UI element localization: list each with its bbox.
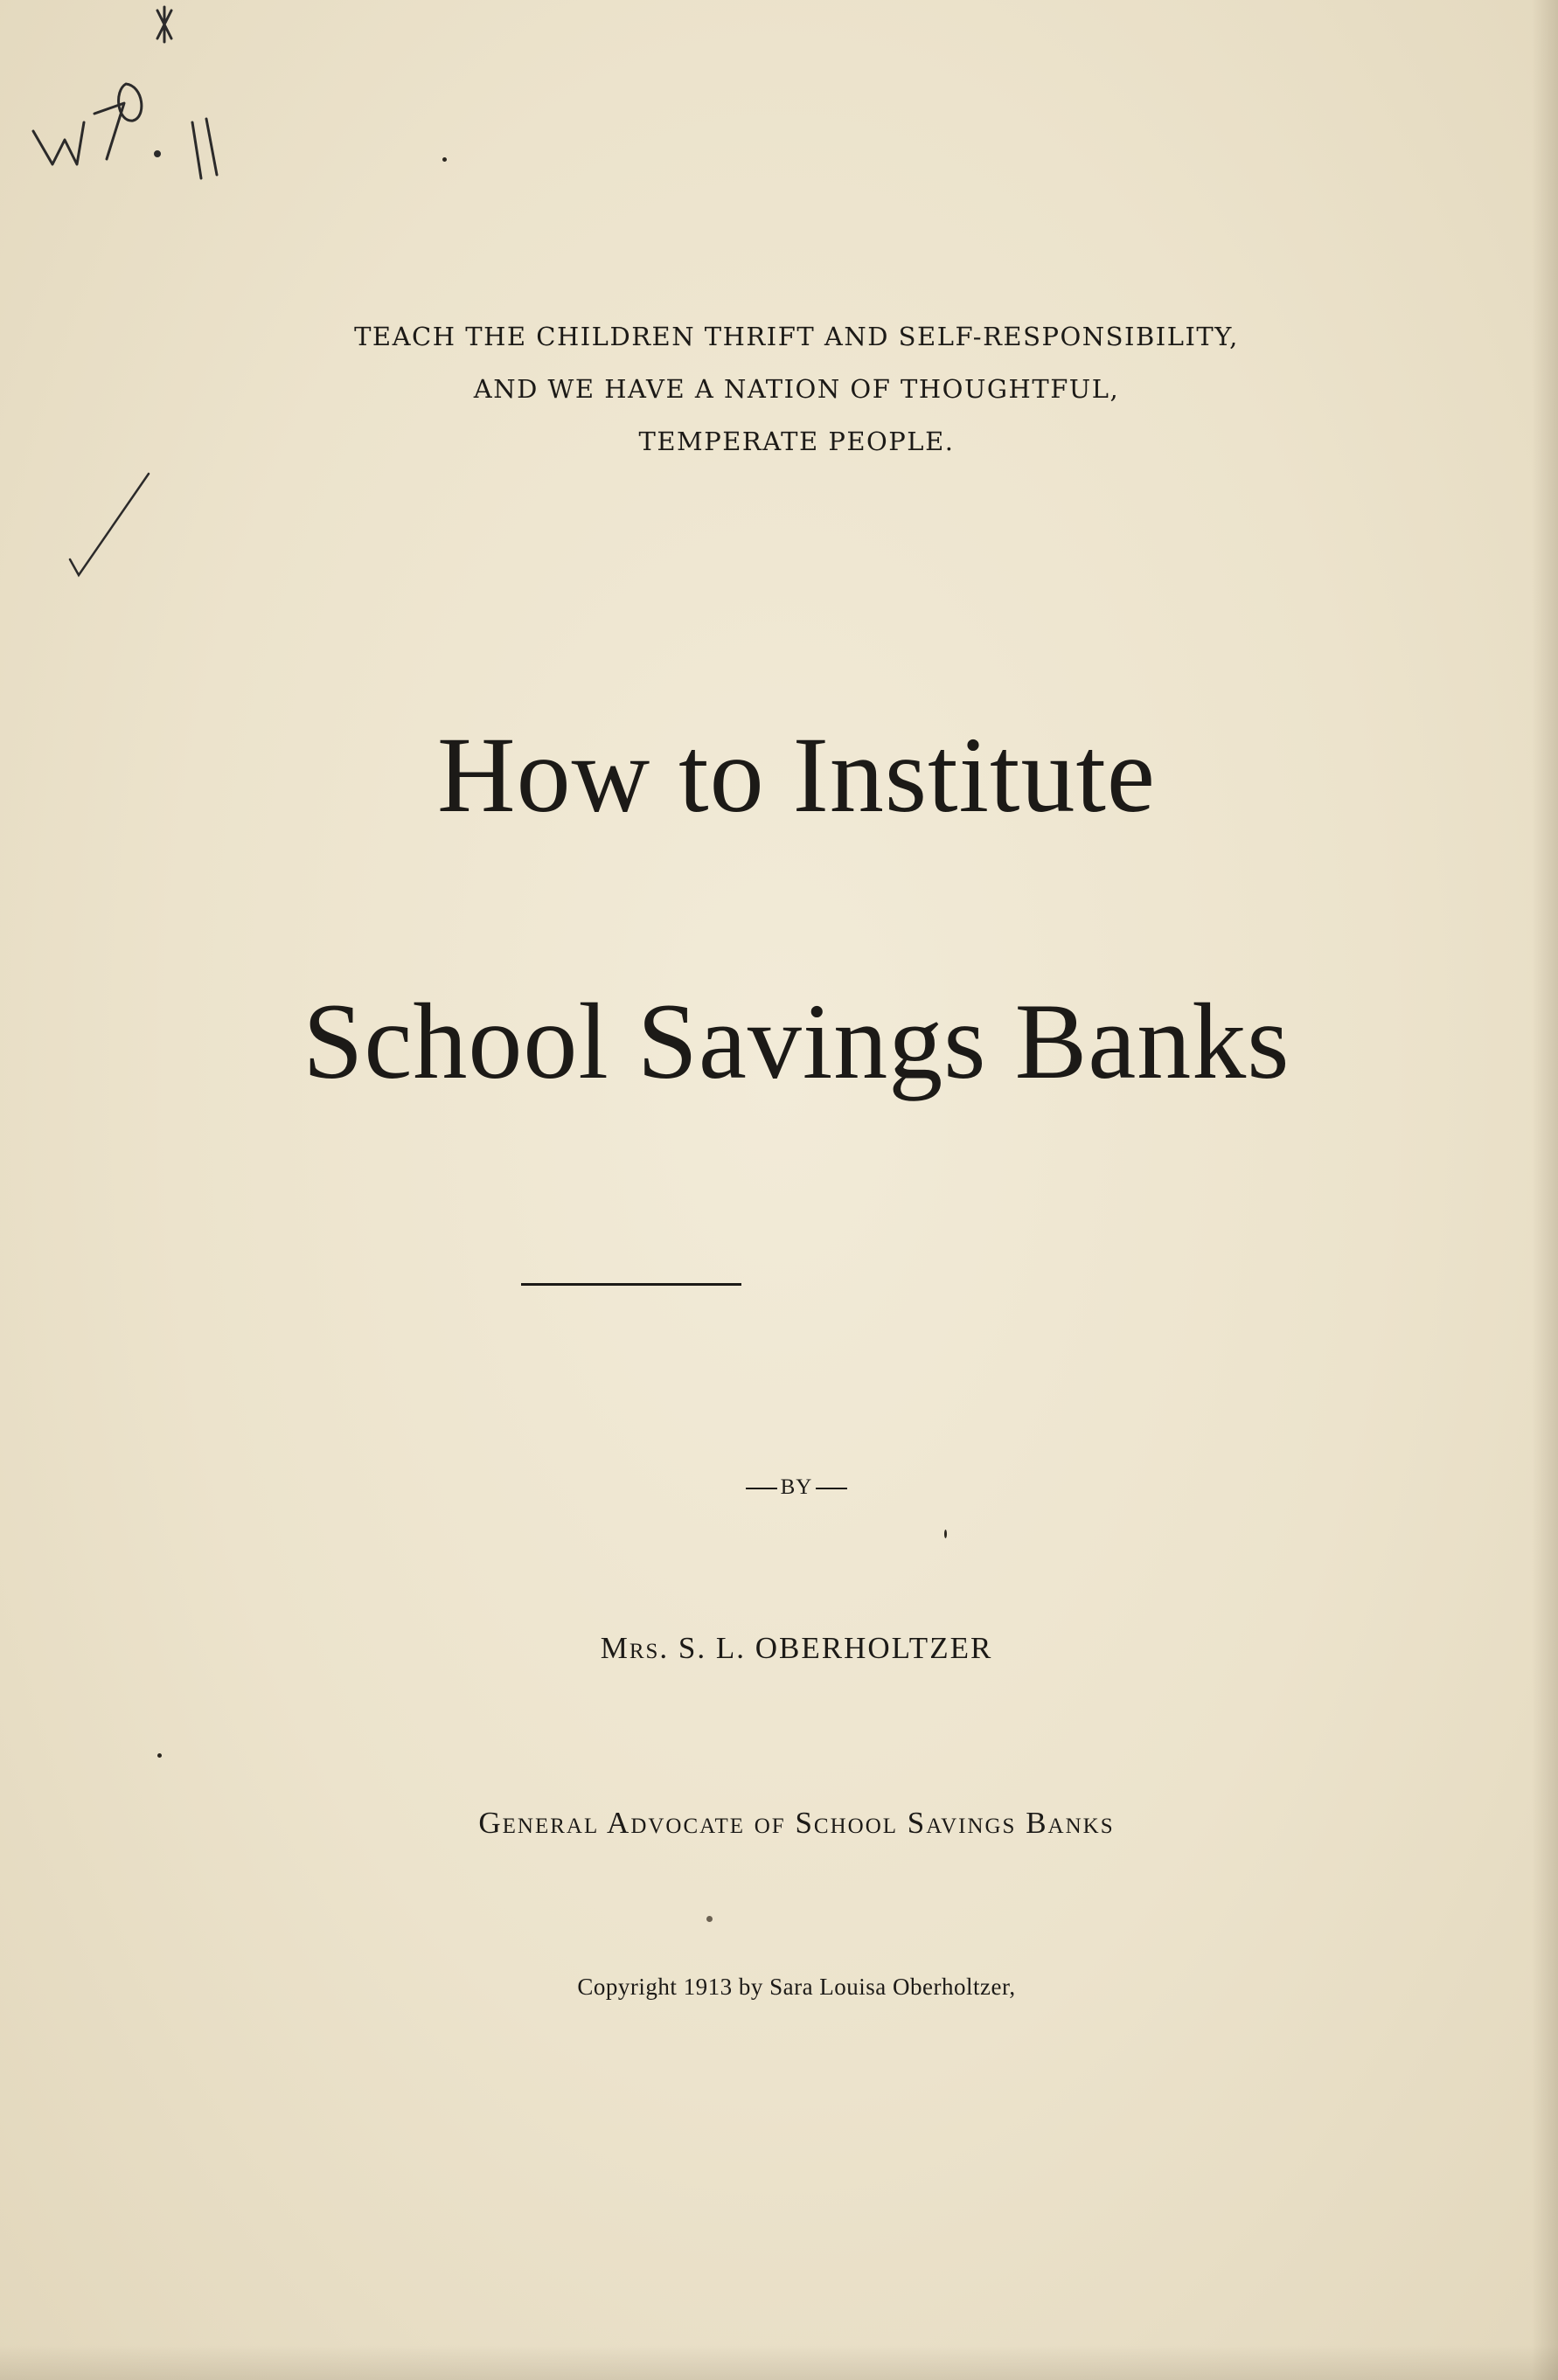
- copyright-notice: Copyright 1913 by Sara Louisa Oberholtzer,: [577, 1974, 1016, 2000]
- author-role: General Advocate of School Savings Banks: [478, 1806, 1115, 1840]
- by-text: BY: [780, 1475, 813, 1499]
- motto-line-1: TEACH THE CHILDREN THRIFT AND SELF-RESPONSIBILITY,: [354, 322, 1239, 351]
- motto-line-3: TEMPERATE PEOPLE.: [638, 427, 955, 456]
- title-line-1: How to Institute: [437, 715, 1156, 835]
- motto: [0, 310, 1558, 468]
- dash-right: [816, 1488, 847, 1489]
- paper-edge-shadow: [1532, 0, 1558, 2380]
- ink-speck: [706, 1916, 713, 1922]
- handwritten-shelfmark: [26, 0, 227, 201]
- motto-line-2: AND WE HAVE A NATION OF THOUGHTFUL,: [473, 374, 1120, 404]
- by-label: [0, 1475, 1558, 1500]
- paper-edge-shadow: [0, 2345, 1558, 2380]
- ink-speck: [442, 157, 447, 162]
- ink-speck: [157, 1753, 162, 1758]
- title-divider: [521, 1283, 741, 1286]
- handwritten-check-mark: [61, 454, 157, 586]
- ink-speck: [944, 1530, 947, 1538]
- author-name: Mrs. S. L. OBERHOLTZER: [600, 1631, 993, 1665]
- dash-left: [746, 1488, 777, 1489]
- title-line-2: School Savings Banks: [303, 982, 1290, 1101]
